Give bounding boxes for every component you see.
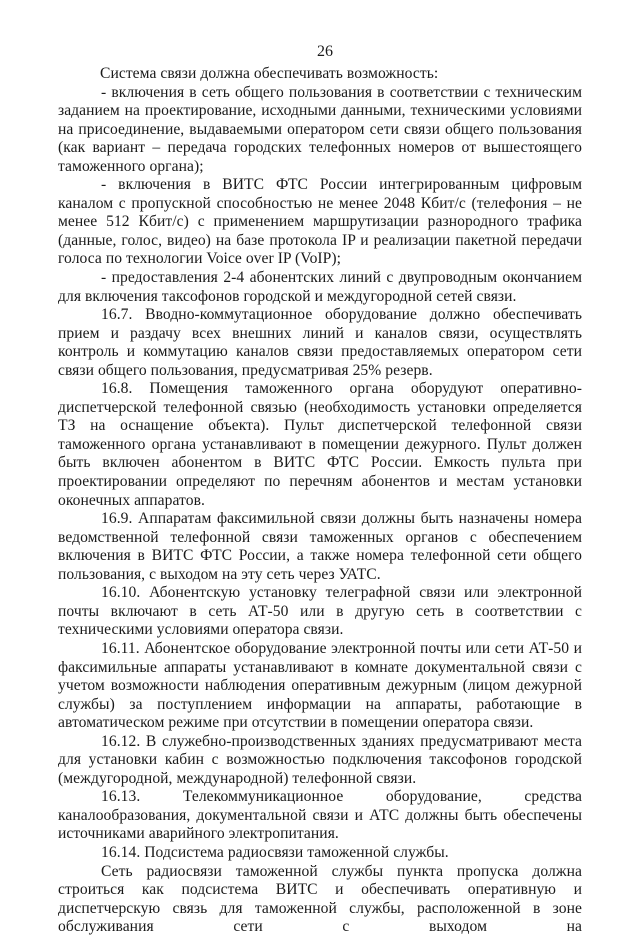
paragraph-16-7: 16.7. Вводно-коммутационное оборудование должно обеспечивать прием и раздачу всех внешних линий и каналов связи, осуществлять контроль и коммутацию каналов связи предоставляемых оператором сети связи общего пользования, предусматривая 25% резерв.: [58, 306, 582, 379]
page-number: 26: [317, 43, 333, 60]
paragraph-radio-network: Сеть радиосвязи таможенной службы пункта пропуска должна строиться как подсистема ВИТС и обеспечивать оперативную и диспетчерскую связь для таможенной службы, расположенной в зоне обслуживания сети с выходом на: [58, 862, 582, 936]
paragraph-list-item-payphone-lines: - предоставления 2-4 абонентских линий с двупроводным окончанием для включения таксофонов городской и междугородной сетей связи.: [58, 269, 582, 305]
paragraph-16-8: 16.8. Помещения таможенного органа оборудуют оперативно-диспетчерской телефонной связью (необходимость установки определяется ТЗ на оснащение объекта). Пульт диспетчерской телефонной связи таможенного органа устанавливают в помещении дежурного. Пульт должен быть включен абонентом в ВИТС ФТС России. Емкость пульта при проектировании определяют по перечням абонентов и местам установки оконечных аппаратов.: [58, 380, 582, 509]
paragraph-16-13: 16.13. Телекоммуникационное оборудование, средства каналообразования, документальной связи и АТС должны быть обеспечены источниками аварийного электропитания.: [58, 788, 582, 843]
paragraph-16-12: 16.12. В служебно-производственных зданиях предусматривают места для установки кабин с возможностью подключения таксофонов городской (междугородной, международной) телефонной связи.: [58, 732, 582, 787]
paragraph-list-item-public-network: - включения в сеть общего пользования в соответствии с техническим заданием на проектирование, исходными данными, техническими условиями на присоединение, выдаваемыми оператором сети связи общего пользования (как вариант – передача городских телефонных номеров от вышестоящего таможенного органа);: [58, 83, 582, 175]
document-body: [58, 65, 582, 937]
paragraph-list-item-vits-channel: - включения в ВИТС ФТС России интегрированным цифровым каналом с пропускной способностью не менее 2048 Кбит/с (телефония – не менее 512 Кбит/с) с применением маршрутизации разнородного трафика (данные, голос, видео) на базе протокола IP и реализации пакетной передачи голоса по технологии Voice over IP (VoIP);: [58, 176, 582, 268]
paragraph-16-10: 16.10. Абонентскую установку телеграфной связи или электронной почты включают в сеть АТ-50 или в другую сеть в соответствии с техническими условиями оператора связи.: [58, 584, 582, 639]
paragraph-16-11: 16.11. Абонентское оборудование электронной почты или сети АТ-50 и факсимильные аппараты устанавливают в комнате документальной связи с учетом возможности наблюдения оперативным дежурным (лицом дежурной службы) за поступлением информации на аппараты, работающие в автоматическом режиме при отсутствии в помещении оператора связи.: [58, 639, 582, 732]
paragraph-intro: Система связи должна обеспечивать возможность:: [100, 65, 439, 82]
paragraph-16-14-heading: 16.14. Подсистема радиосвязи таможенной службы.: [101, 843, 449, 861]
paragraph-16-9: 16.9. Аппаратам факсимильной связи должны быть назначены номера ведомственной телефонной связи таможенных органов с обеспечением включения в ВИТС ФТС России, а также номера телефонной сети общего пользования, с выходом на эту сеть через УАТС.: [58, 510, 582, 583]
